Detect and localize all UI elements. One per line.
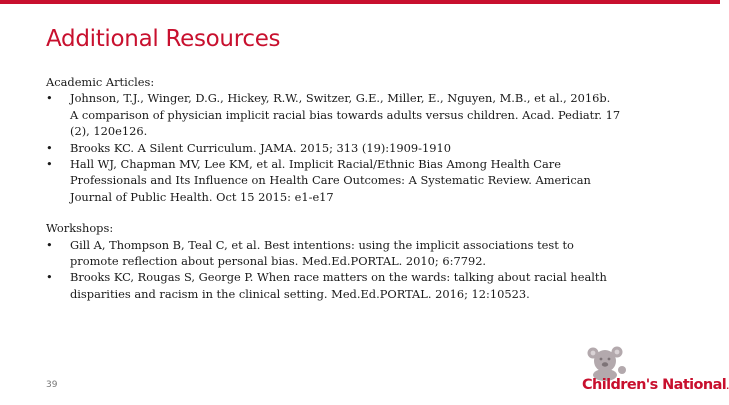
reference-line: Journal of Public Health. Oct 15 2015: e1-e17 — [70, 189, 334, 204]
list-item — [46, 90, 676, 139]
reference-line: Brooks KC, Rougas S, George P. When race matters on the wards: talking about racial health — [70, 270, 607, 285]
academic-heading: Academic Articles: — [46, 75, 155, 89]
childrens-national-logo — [582, 346, 729, 400]
logo-mark: . — [726, 382, 729, 391]
reference-line: Gill A, Thompson B, Teal C, et al. Best intentions: using the implicit associations test to — [70, 237, 574, 252]
logo-text — [582, 377, 729, 393]
bullet-icon: • — [46, 270, 53, 285]
bear-icon — [584, 346, 630, 380]
reference-line: (2), 120e126. — [70, 124, 148, 139]
list-item — [46, 269, 676, 302]
reference-line: Hall WJ, Chapman MV, Lee KM, et al. Implicit Racial/Ethnic Bias Among Health Care — [70, 157, 561, 172]
page-number: 39 — [46, 380, 58, 390]
reference-line: Professionals and Its Influence on Health Care Outcomes: A Systematic Review. American — [70, 173, 591, 188]
section-spacer — [46, 205, 676, 220]
reference-line: Johnson, T.J., Winger, D.G., Hickey, R.W., Switzer, G.E., Miller, E., Nguyen, M.B., et al., 2016b. — [70, 91, 611, 106]
bullet-icon: • — [46, 140, 53, 155]
list-item — [46, 140, 676, 156]
slide-body — [46, 74, 676, 302]
top-accent-line — [0, 0, 720, 4]
reference-line: Brooks KC. A Silent Curriculum. JAMA. 2015; 313 (19):1909-1910 — [70, 140, 451, 155]
reference-line: promote reflection about personal bias. Med.Ed.PORTAL. 2010; 6:7792. — [70, 254, 487, 269]
reference-line: A comparison of physician implicit racial bias towards adults versus children. Acad. Pediatr. 17 — [70, 107, 621, 122]
bullet-icon: • — [46, 237, 53, 252]
list-item — [46, 156, 676, 205]
workshops-list — [46, 237, 676, 303]
academic-list — [46, 90, 676, 205]
logo-wordmark: Children's National — [582, 377, 727, 393]
reference-line: disparities and racism in the clinical setting. Med.Ed.PORTAL. 2016; 12:10523. — [70, 286, 530, 301]
bullet-icon: • — [46, 91, 53, 106]
slide-title: Additional Resources — [46, 26, 281, 52]
workshops-heading: Workshops: — [46, 221, 114, 236]
list-item — [46, 237, 676, 270]
bullet-icon: • — [46, 157, 53, 172]
